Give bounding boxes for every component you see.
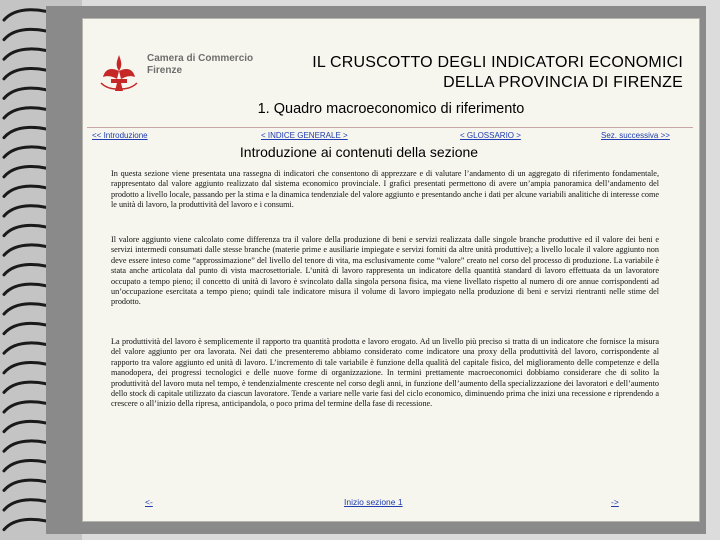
footer-prev-link[interactable]: <- bbox=[145, 497, 153, 507]
page-subtitle: 1. Quadro macroeconomico di riferimento bbox=[257, 101, 525, 117]
footer-next-link[interactable]: -> bbox=[611, 497, 619, 507]
org-name-line1: Camera di Commercio bbox=[147, 53, 254, 64]
nav-link-indice-generale[interactable]: < INDICE GENERALE > bbox=[261, 131, 348, 140]
nav-link-introduzione[interactable]: << Introduzione bbox=[92, 131, 148, 140]
page-title-line2: DELLA PROVINCIA DI FIRENZE bbox=[443, 74, 683, 91]
header-divider bbox=[87, 127, 693, 128]
body-paragraph-2: Il valore aggiunto viene calcolato come differenza tra il valore della produzione di beni e servizi realizzata dalle singole branche produttive ed il valore dei beni e servizi intermedi consumati dalle stesse branche (materie prime e ausiliarie impiegate e servizi forniti da altre unità produttive); a livello locale il valore aggiunto non deve essere inteso come “approssimazione” del livello del tenore di vita, ma esclusivamente come “valore” creato nel corso del processo di produzione. La variabile è stata anche articolata dal punto di vista macrosettoriale. L’unità di lavoro rappresenta un indicatore della quantità standard di lavoro effettuata da un lavoratore occupato a tempo pieno; il concetto di unità di lavoro è svincolato dalla singola persona fisica, ma viene livellato rispetto al numero di ore annue corrispondenti ad un’occupazione esercitata a tempo pieno; quindi tale indicatore misura il volume di lavoro impiegato nella produzione di beni e servizi rientranti nelle stime del prodotto. bbox=[111, 235, 659, 307]
org-name-line2: Firenze bbox=[147, 65, 183, 76]
section-title: Introduzione ai contenuti della sezione bbox=[239, 144, 479, 160]
lily-emblem-icon bbox=[91, 47, 147, 97]
nav-link-sezione-successiva[interactable]: Sez. successiva >> bbox=[601, 131, 670, 140]
nav-link-glossario[interactable]: < GLOSSARIO > bbox=[460, 131, 521, 140]
body-paragraph-3: La produttività del lavoro è semplicemente il rapporto tra quantità prodotta e lavoro erogato. Ad un livello più preciso si tratta di un indicatore che fornisce la misura del valore aggiunto per ora lavorata. Nei dati che presenteremo abbiamo considerato come indicatore una proxy della produttività del lavoro, corrispondente al rapporto tra valore aggiunto ed unità di lavoro. L’incremento di tale variabile è funzione della qualità del capitale fisico, del miglioramento delle competenze e della manodopera, dei progressi tecnologici e delle nuove forme di organizzazione. In termini prettamente macroeconomici dobbiamo considerare che di solito la produttività del lavoro muta nel tempo, è tendenzialmente crescente nel corso degli anni, in funzione dell’aumento della specializzazione dei lavoratori e dell’aumento dello stock di capitale utilizzato da ciascun lavoratore. Tende a variare nelle varie fasi del ciclo economico, diminuendo prima che inizi una recessione e riprendendo a crescere o all’inizio della ripresa, anticipandola, o poco prima del termine della fase di recessione. bbox=[111, 337, 659, 409]
page-title-line1: IL CRUSCOTTO DEGLI INDICATORI ECONOMICI bbox=[312, 54, 683, 71]
page-title bbox=[312, 53, 683, 93]
footer-section-start-link[interactable]: Inizio sezione 1 bbox=[344, 497, 403, 507]
org-name bbox=[147, 53, 253, 77]
body-paragraph-1: In questa sezione viene presentata una rassegna di indicatori che consentono di apprezzare e di valutare l’andamento di un aggregato di riferimento fondamentale, rappresentato dal valore aggiunto realizzato dal sistema economico provinciale. I grafici presentati permettono di avere un’ampia panoramica dell’andamento del prodotto a livello locale, passando per la stima e la dinamica tendenziale del valore aggiunto e presentando anche i dati per alcune variabili analitiche di interesse come le unità di lavoro, la produttività del lavoro e i consumi. bbox=[111, 169, 659, 210]
slide-page bbox=[82, 18, 700, 522]
